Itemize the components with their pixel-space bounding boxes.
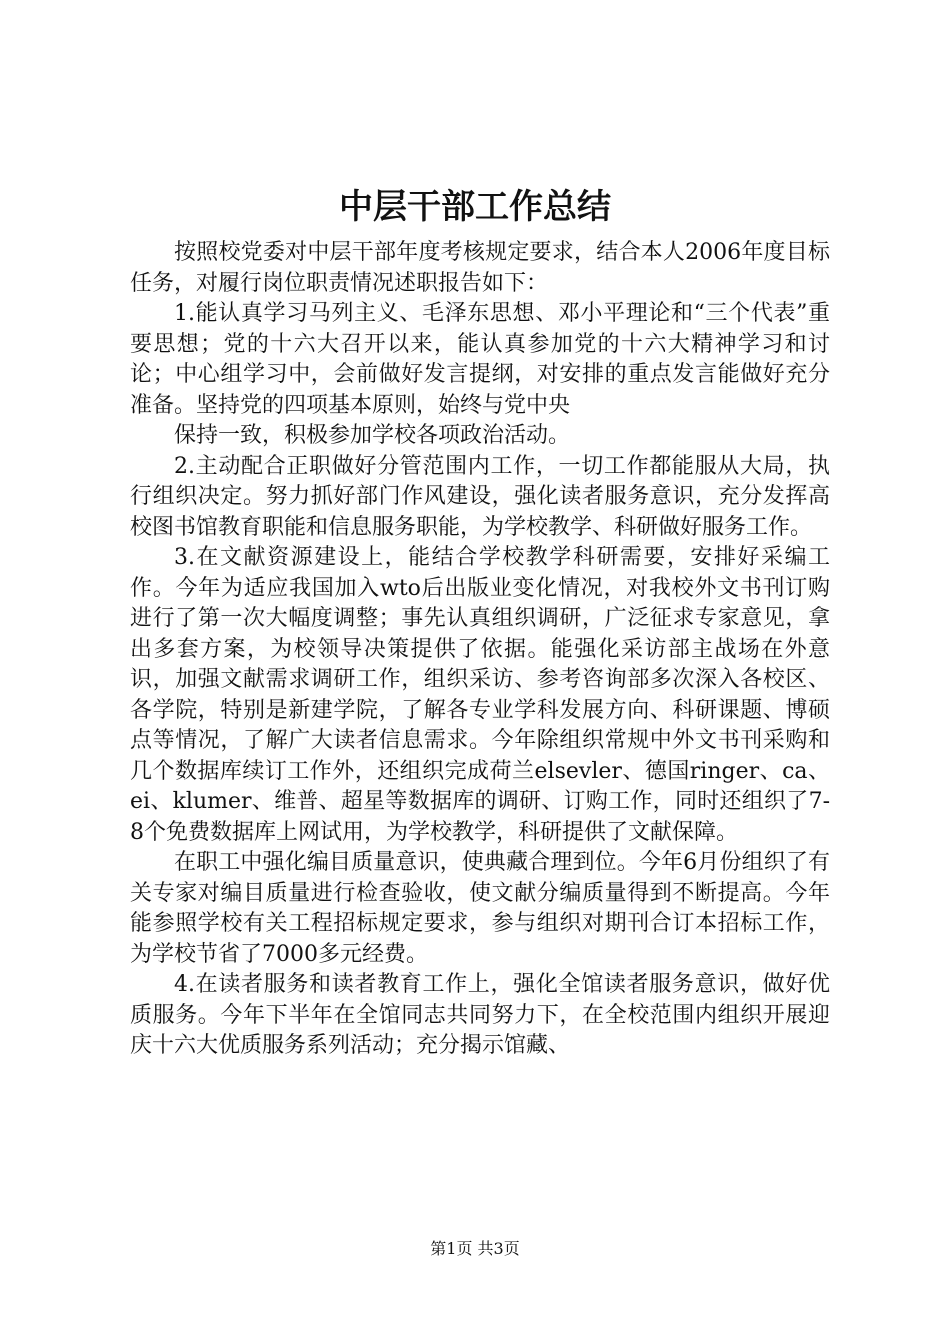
paragraph-item-2: 2.主动配合正职做好分管范围内工作，一切工作都能服从大局，执行组织决定。努力抓好部门作风建设，强化读者服务意识，充分发挥高校图书馆教育职能和信息服务职能，为学校教学、科研做好服务工作。 <box>130 453 830 540</box>
page-number-footer: 第1页 共3页 <box>430 1239 520 1258</box>
paragraph-item-3-cont: 在职工中强化编目质量意识，使典藏合理到位。今年6月份组织了有关专家对编目质量进行检查验收，使文献分编质量得到不断提高。今年能参照学校有关工程招标规定要求，参与组织对期刊合订本招标工作，为学校节省了7000多元经费。 <box>130 850 830 967</box>
paragraph-item-1: 1.能认真学习马列主义、毛泽东思想、邓小平理论和“三个代表”重要思想；党的十六大召开以来，能认真参加党的十六大精神学习和讨论；中心组学习中，会前做好发言提纲，对安排的重点发言能做好充分准备。坚持党的四项基本原则，始终与党中央 <box>130 301 830 418</box>
document-body <box>130 238 830 1062</box>
document-title: 中层干部工作总结 <box>339 187 611 227</box>
paragraph-item-3: 3.在文献资源建设上，能结合学校教学科研需要，安排好采编工作。今年为适应我国加入wto后出版业变化情况，对我校外文书刊订购进行了第一次大幅度调整；事先认真组织调研，广泛征求专家意见，拿出多套方案，为校领导决策提供了依据。能强化采访部主战场在外意识，加强文献需求调研工作，组织采访、参考咨询部多次深入各校区、各学院，特别是新建学院，了解各专业学科发展方向、科研课题、博硕点等情况，了解广大读者信息需求。今年除组织常规中外文书刊采购和几个数据库续订工作外，还组织完成荷兰elsevler、德国ringer、ca、ei、klumer、维普、超星等数据库的调研、订购工作，同时还组织了7-8个免费数据库上网试用，为学校教学，科研提供了文献保障。 <box>130 545 831 845</box>
paragraph-item-4: 4.在读者服务和读者教育工作上，强化全馆读者服务意识，做好优质服务。今年下半年在全馆同志共同努力下，在全校范围内组织开展迎庆十六大优质服务系列活动；充分揭示馆藏、 <box>130 972 830 1058</box>
paragraph-item-1-cont: 保持一致，积极参加学校各项政治活动。 <box>174 423 571 448</box>
paragraph-intro: 按照校党委对中层干部年度考核规定要求，结合本人2006年度目标任务，对履行岗位职责情况述职报告如下： <box>130 240 830 296</box>
